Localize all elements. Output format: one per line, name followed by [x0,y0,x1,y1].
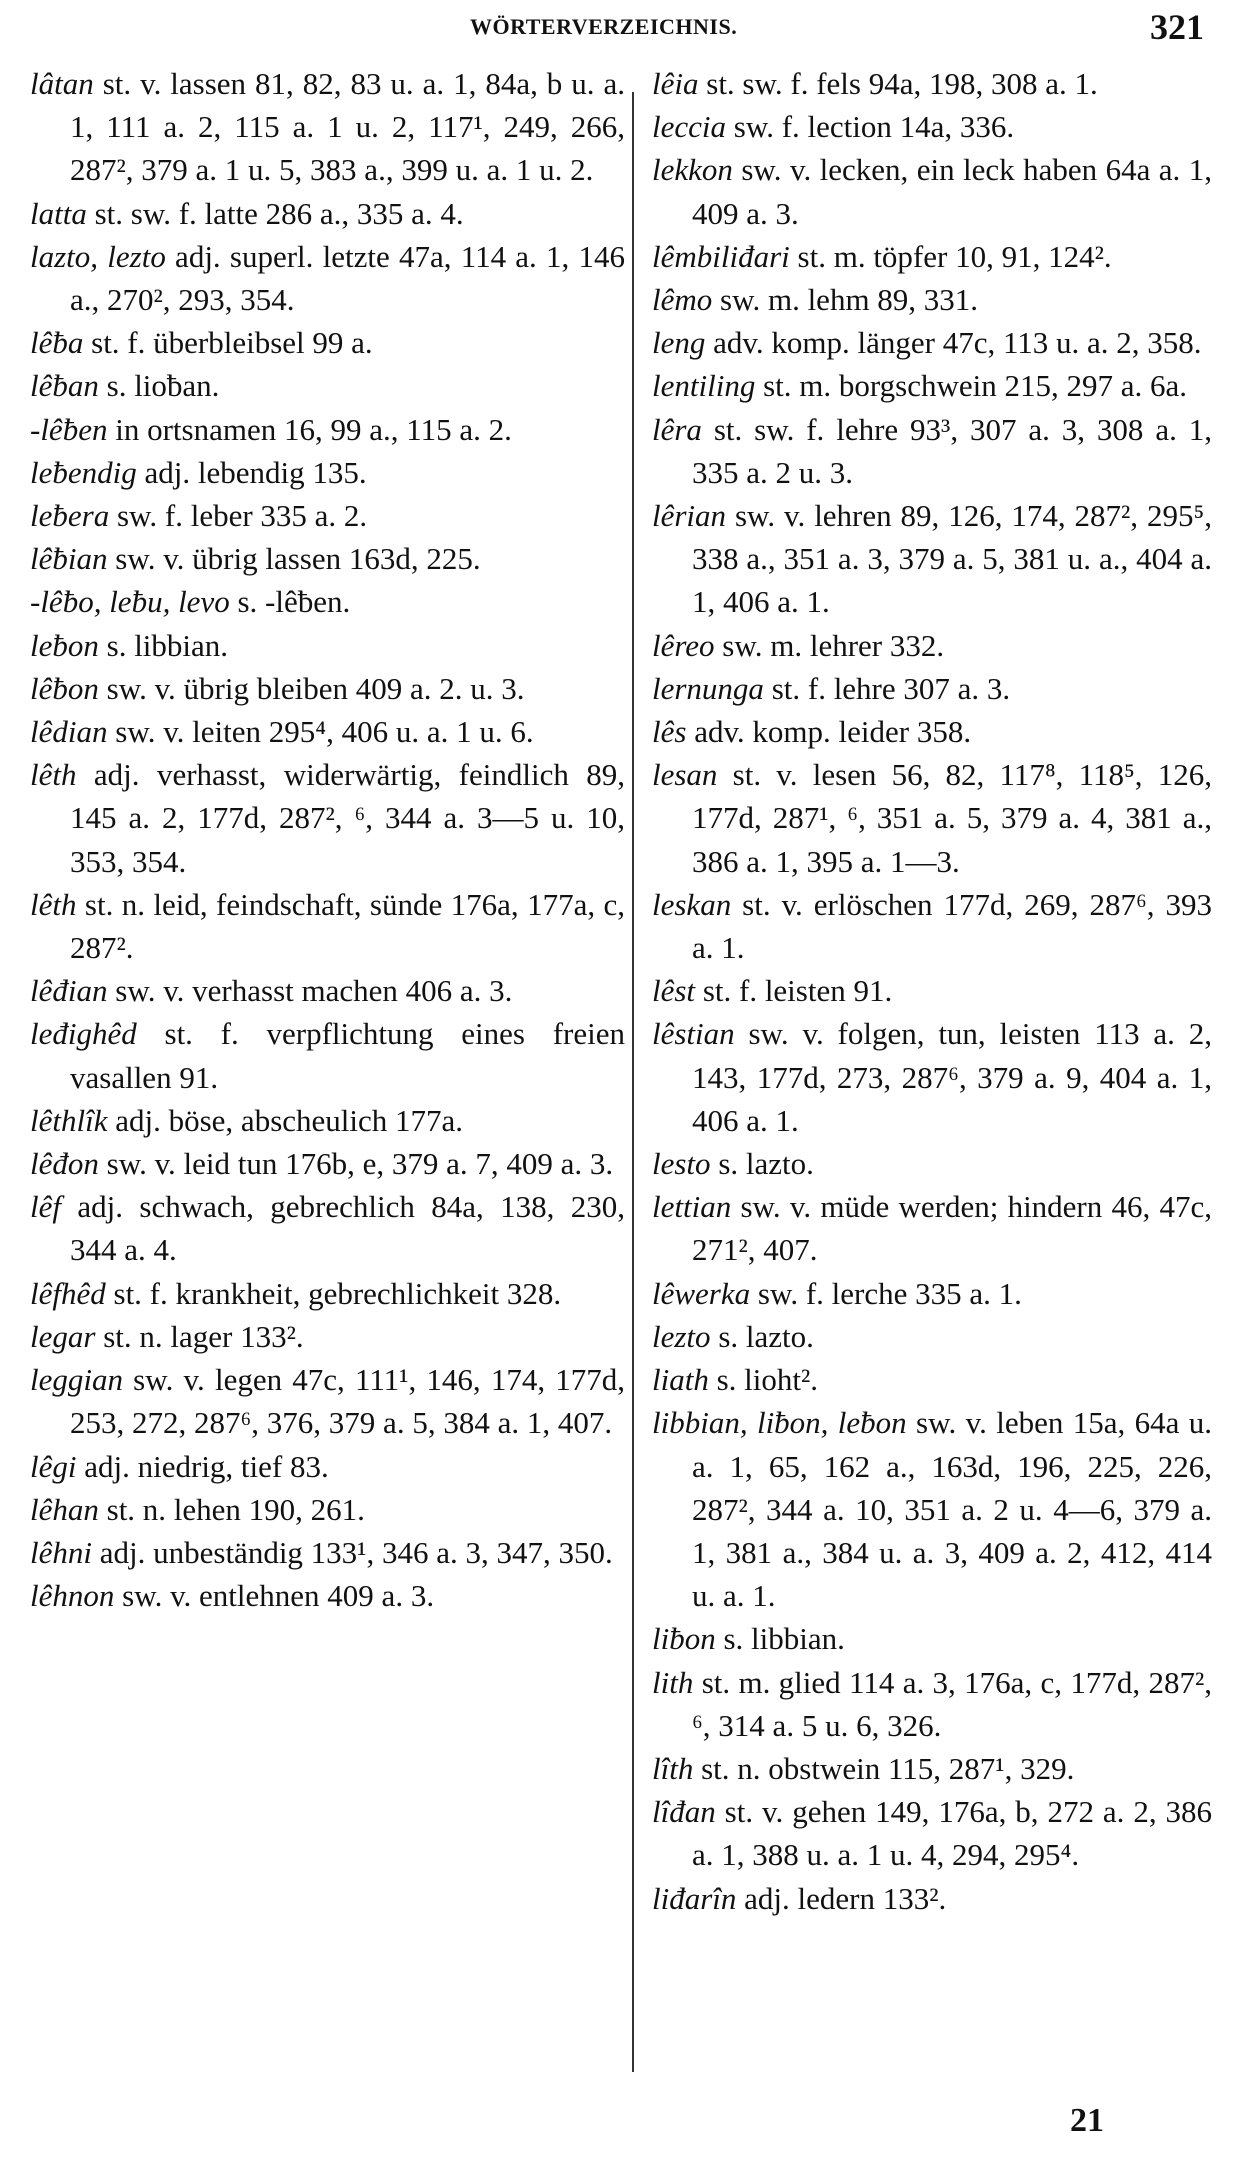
left-column [30,62,625,1617]
entry-lemma: lêđian [30,973,108,1009]
dictionary-entry [30,1445,625,1488]
dictionary-entry [652,1012,1212,1142]
page-header [0,0,1247,60]
dictionary-entry [30,494,625,537]
entry-definition: sw. m. lehm 89, 331. [712,282,979,318]
dictionary-entry [652,1401,1212,1617]
dictionary-entry [652,321,1212,364]
entry-lemma: lentiling [652,368,756,404]
entry-definition: st. n. lager 133². [95,1318,304,1354]
dictionary-entry [652,408,1212,494]
entry-definition: sw. v. leiten 295⁴, 406 u. a. 1 u. 6. [107,714,534,750]
entry-lemma: leccia [652,109,727,145]
dictionary-entry [652,105,1212,148]
entry-lemma: lîđan [652,1794,716,1830]
dictionary-entry [30,624,625,667]
entry-definition: st. f. überbleibsel 99 a. [83,325,373,361]
dictionary-entry [30,537,625,580]
entry-lemma: lernunga [652,670,764,706]
entry-definition: sw. v. lehren 89, 126, 174, 287², 295⁵, 338 a., 351 a. 3, 379 a. 5, 381 u. a., 404 a. 1, 406 a. 1. [692,498,1212,620]
dictionary-entry [30,1272,625,1315]
entry-lemma: lêwerka [652,1275,751,1311]
entry-definition: sw. v. leben 15a, 64a u. a. 1, 65, 162 a., 163d, 196, 225, 226, 287², 344 a. 10, 351 a. 2 u. 4—6, 379 a. 1, 381 a., 384 u. a. 3, 409 a. 2, 412, 414 u. a. 1. [692,1405,1213,1614]
entry-definition: adj. superl. letzte 47a, 114 a. 1, 146 a., 270², 293, 354. [70,238,625,318]
entry-lemma: lêrian [652,498,727,534]
entry-lemma: lêra [652,411,702,447]
entry-lemma: leđighêd [30,1016,137,1052]
entry-definition: s. -lêƀen. [229,584,351,620]
dictionary-entry [30,969,625,1012]
entry-definition: sw. v. leid tun 176b, e, 379 a. 7, 409 a. 3. [98,1146,614,1182]
dictionary-entry [652,148,1212,234]
entry-definition: st. n. obstwein 115, 287¹, 329. [693,1750,1075,1786]
entry-lemma: lêhnon [30,1578,115,1614]
dictionary-entry [652,1661,1212,1747]
right-column [652,62,1212,1920]
entry-definition: st. f. krankheit, gebrechlichkeit 328. [105,1275,562,1311]
entry-lemma: lêƀian [30,541,108,577]
dictionary-entry [30,192,625,235]
dictionary-entry [652,62,1212,105]
dictionary-entry [652,364,1212,407]
dictionary-entry [30,1142,625,1185]
entry-lemma: lêmo [652,282,713,318]
entry-lemma: lêth [30,757,77,793]
entry-lemma: lêia [652,66,699,101]
dictionary-entry [30,883,625,969]
entry-lemma: lêgi [30,1448,77,1484]
entry-lemma: lêhan [30,1491,99,1527]
page-number: 321 [1150,7,1204,47]
entry-lemma: lekkon [652,152,733,188]
entry-lemma: lesto [652,1146,711,1182]
entry-lemma: lêƀa [30,325,84,361]
entry-lemma: lazto, lezto [30,238,166,274]
entry-definition: sw. v. lecken, ein leck haben 64a a. 1, 409 a. 3. [692,152,1212,231]
entry-lemma: liath [652,1362,709,1398]
entry-lemma: lêdian [30,714,108,750]
dictionary-entry [652,969,1212,1012]
dictionary-entry [30,580,625,623]
entry-lemma: legar [30,1318,96,1354]
dictionary-entry [652,667,1212,710]
dictionary-entry [30,1574,625,1617]
dictionary-entry [652,753,1212,883]
entry-definition: sw. v. übrig bleiben 409 a. 2. u. 3. [98,670,525,706]
signature-mark: 21 [1070,2102,1104,2139]
entry-lemma: leggian [30,1362,123,1398]
entry-lemma: leƀera [30,498,110,534]
entry-lemma: leskan [652,886,732,922]
entry-lemma: lêf [30,1189,61,1225]
entry-definition: st. v. lesen 56, 82, 117⁸, 118⁵, 126, 177d, 287¹, ⁶, 351 a. 5, 379 a. 4, 381 a., 386 a. 1, 395 a. 1—3. [692,757,1212,879]
entry-definition: s. lazto. [710,1146,814,1182]
entry-lemma: lîth [652,1750,694,1786]
entry-lemma: lesan [652,757,718,793]
entry-definition: sw. v. müde werden; hindern 46, 47c, 271², 407. [692,1189,1212,1268]
entry-lemma: liƀon [652,1621,716,1657]
entry-definition: s. lazto. [710,1318,814,1354]
dictionary-entry [30,667,625,710]
dictionary-entry [30,1488,625,1531]
entry-definition: st. v. gehen 149, 176a, b, 272 a. 2, 386 a. 1, 388 u. a. 1 u. 4, 294, 295⁴. [692,1794,1212,1873]
entry-definition: adj. ledern 133². [736,1880,947,1916]
dictionary-entry [652,624,1212,667]
dictionary-entry [30,364,625,407]
entry-lemma: lês [652,714,687,750]
entry-lemma: lith [652,1664,694,1700]
entry-lemma: leng [652,325,706,361]
entry-lemma: lêhni [30,1534,92,1570]
entry-definition: st. sw. f. latte 286 a., 335 a. 4. [86,195,464,231]
entry-definition: s. libbian. [98,627,229,663]
running-title: WÖRTERVERZEICHNIS. [470,14,738,39]
entry-definition: adj. lebendig 135. [136,454,367,490]
entry-definition: st. m. borgschwein 215, 297 a. 6a. [755,368,1187,404]
entry-definition: sw. f. leber 335 a. 2. [109,498,368,534]
dictionary-entry [30,1012,625,1098]
dictionary-entry [652,1790,1212,1876]
entry-definition: in ortsnamen 16, 99 a., 115 a. 2. [107,411,512,447]
entry-lemma: lêreo [652,627,715,663]
entry-definition: sw. f. lection 14a, 336. [726,109,1015,145]
entry-definition: st. sw. f. fels 94a, 198, 308 a. 1. [698,66,1098,101]
entry-definition: sw. v. legen 47c, 111¹, 146, 174, 177d, 253, 272, 287⁶, 376, 379 a. 5, 384 a. 1, 407. [70,1362,625,1441]
entry-definition: adj. unbeständig 133¹, 346 a. 3, 347, 350. [92,1534,613,1570]
dictionary-entry [652,1358,1212,1401]
dictionary-entry [652,1315,1212,1358]
dictionary-entry [652,1747,1212,1790]
entry-definition: sw. f. lerche 335 a. 1. [750,1275,1022,1311]
entry-lemma: lettian [652,1189,732,1225]
entry-lemma: lêmbiliđari [652,238,790,274]
dictionary-entry [30,235,625,321]
entry-lemma: -lêƀo, leƀu, levo [30,584,230,620]
entry-lemma: lêƀan [30,368,99,404]
dictionary-entry [30,451,625,494]
entry-lemma: lêƀon [30,670,99,706]
entry-definition: sw. v. entlehnen 409 a. 3. [114,1578,435,1614]
dictionary-entry [652,1185,1212,1271]
dictionary-entry [652,1142,1212,1185]
dictionary-entry [30,1185,625,1271]
entry-lemma: lêstian [652,1016,735,1052]
entry-lemma: libbian, liƀon, leƀon [652,1405,907,1441]
dictionary-entry [652,1877,1212,1920]
dictionary-entry [30,321,625,364]
entry-lemma: liđarîn [652,1880,737,1916]
entry-lemma: lêth [30,886,77,922]
dictionary-entry [652,1272,1212,1315]
entry-definition: sw. v. übrig lassen 163d, 225. [107,541,481,577]
entry-definition: adj. schwach, gebrechlich 84a, 138, 230, 344 a. 4. [61,1189,625,1268]
entry-lemma: leƀon [30,627,99,663]
dictionary-entry [30,1531,625,1574]
dictionary-entry [652,494,1212,624]
entry-definition: sw. v. folgen, tun, leisten 113 a. 2, 143, 177d, 273, 287⁶, 379 a. 9, 404 a. 1, 406 a. 1. [692,1016,1212,1138]
entry-definition: st. m. töpfer 10, 91, 124². [789,238,1112,274]
entry-definition: adj. niedrig, tief 83. [76,1448,329,1484]
dictionary-entry [30,753,625,883]
entry-definition: st. f. lehre 307 a. 3. [763,670,1011,706]
entry-lemma: lêst [652,973,696,1009]
entry-lemma: leƀendig [30,454,137,490]
dictionary-entry [652,1617,1212,1660]
dictionary-entry [30,710,625,753]
entry-definition: st. f. verpflichtung eines freien vasallen 91. [70,1016,625,1095]
entry-definition: s. lioht². [708,1362,819,1398]
entry-definition: st. n. leid, feindschaft, sünde 176a, 177a, c, 287². [70,886,625,966]
entry-lemma: latta [30,195,87,231]
dictionary-entry [30,1358,625,1444]
entry-lemma: lâtan [30,66,94,101]
entry-definition: st. f. leisten 91. [695,973,893,1009]
dictionary-entry [652,235,1212,278]
column-divider [632,92,634,2072]
entry-definition: st. sw. f. lehre 93³, 307 a. 3, 308 a. 1, 335 a. 2 u. 3. [692,411,1212,490]
entry-lemma: lêđon [30,1146,99,1182]
dictionary-entry [30,1099,625,1142]
entry-definition: st. m. glied 114 a. 3, 176a, c, 177d, 287², ⁶, 314 a. 5 u. 6, 326. [692,1664,1212,1743]
entry-definition: sw. m. lehrer 332. [714,627,945,663]
entry-definition: st. v. lassen 81, 82, 83 u. a. 1, 84a, b u. a. 1, 111 a. 2, 115 a. 1 u. 2, 117¹, 249, 266, 287², 379 a. 1 u. 5, 383 a., 399 u. a. 1 u. 2. [70,66,625,188]
dictionary-entry [652,883,1212,969]
entry-definition: adj. verhasst, widerwärtig, feindlich 89, 145 a. 2, 177d, 287², ⁶, 344 a. 3—5 u. 10, 353, 354. [70,757,625,879]
entry-lemma: -lêƀen [30,411,108,447]
entry-definition: adv. komp. leider 358. [686,714,972,750]
entry-definition: s. lioƀan. [98,368,220,404]
dictionary-entry [30,1315,625,1358]
dictionary-entry [30,62,625,192]
dictionary-entry [652,710,1212,753]
entry-lemma: lêfhêd [30,1275,106,1311]
entry-lemma: lezto [652,1318,711,1354]
entry-definition: st. v. erlöschen 177d, 269, 287⁶, 393 a. 1. [692,886,1212,966]
entry-definition: adj. böse, abscheulich 177a. [107,1102,464,1138]
entry-definition: sw. v. verhasst machen 406 a. 3. [107,973,513,1009]
dictionary-entry [30,408,625,451]
entry-definition: s. libbian. [715,1621,845,1657]
entry-definition: st. n. lehen 190, 261. [98,1491,365,1527]
entry-definition: adv. komp. länger 47c, 113 u. a. 2, 358. [705,325,1202,361]
entry-lemma: lêthlîk [30,1102,108,1138]
dictionary-entry [652,278,1212,321]
